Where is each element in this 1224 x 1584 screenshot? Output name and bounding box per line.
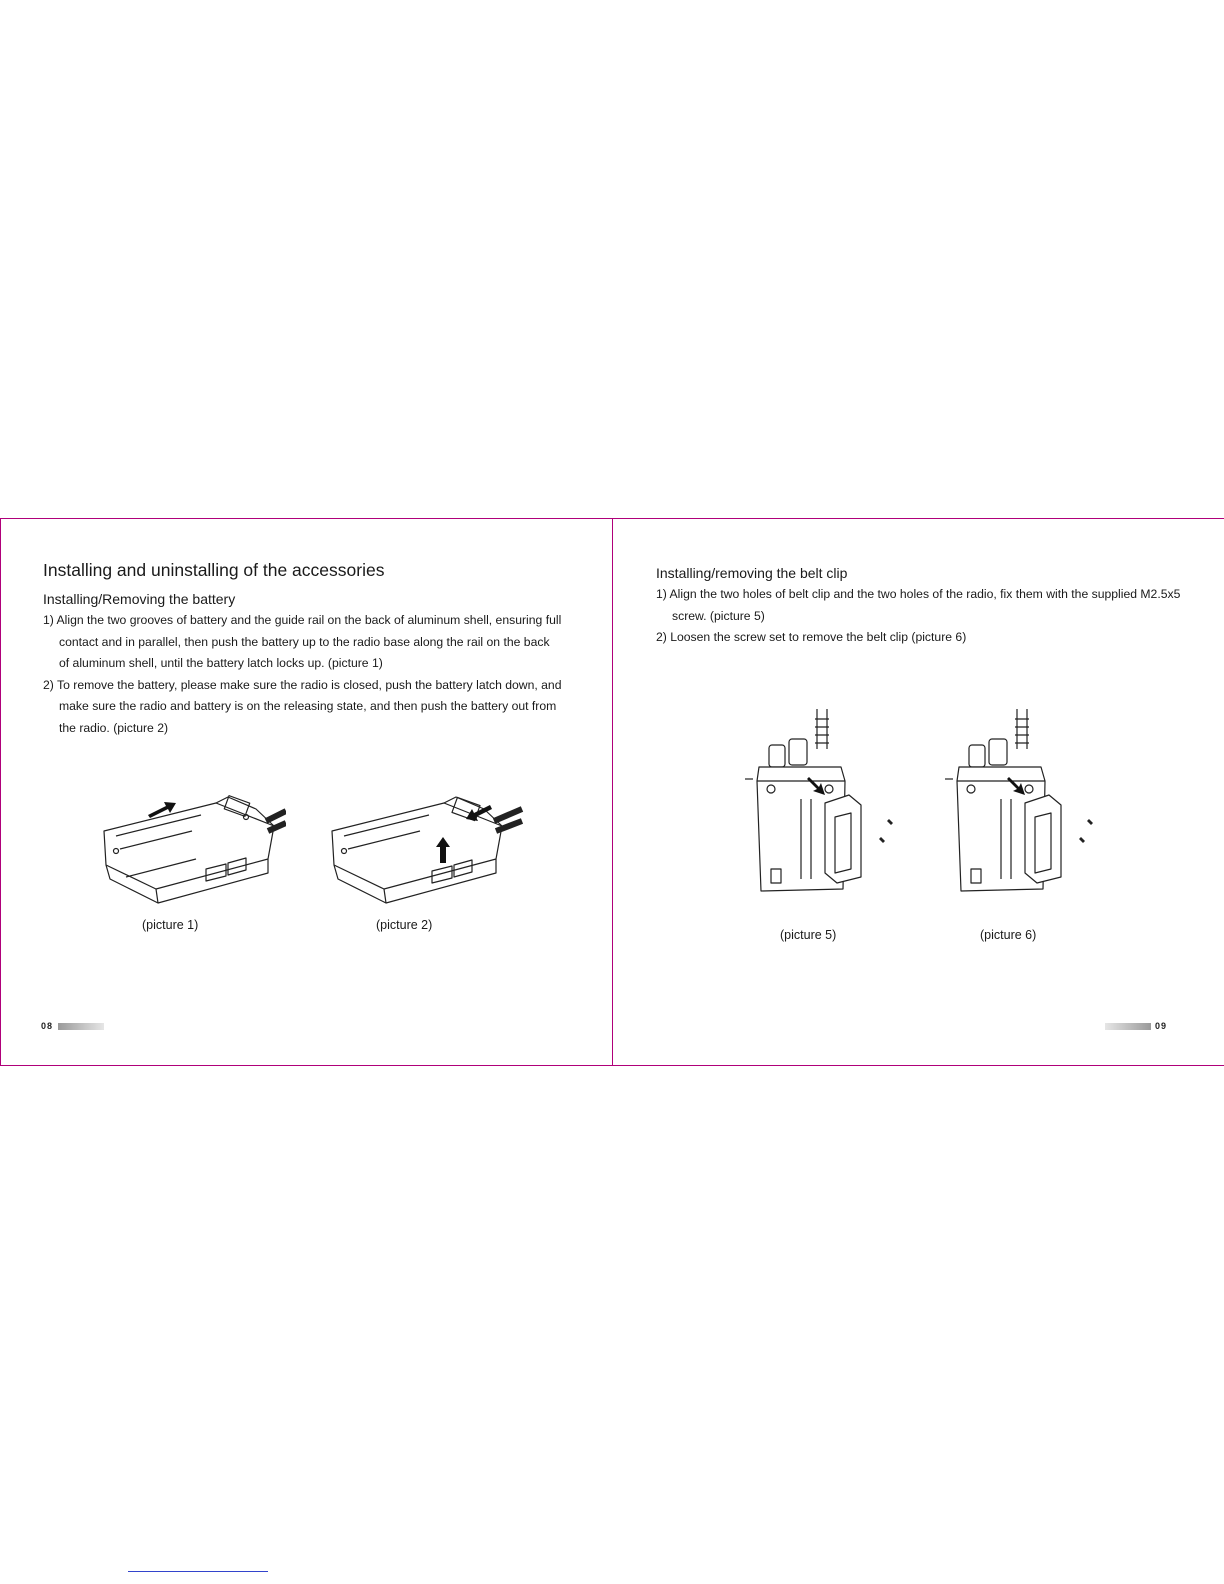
belt-clip-step-1: 1) Align the two holes of belt clip and the two holes of the radio, fix them with the supplied M2.5x5 screw. (picture 5) (656, 587, 1181, 623)
caption-picture-2: (picture 2) (376, 918, 433, 932)
radio-belt-clip-install-illustration (741, 709, 921, 899)
battery-steps (43, 610, 563, 739)
bottom-underline (128, 1571, 268, 1572)
battery-step-2: 2) To remove the battery, please make sure the radio is closed, push the battery latch down, and make sure the radio and battery is on the releasing state, and then push the battery out from the radio. (picture 2) (43, 677, 562, 735)
caption-picture-6: (picture 6) (980, 928, 1037, 942)
manual-spread (0, 518, 1224, 1066)
page-number-left: 08 (41, 1021, 54, 1031)
radio-battery-install-illustration (96, 781, 286, 911)
screw-icon (879, 819, 893, 843)
section-title: Installing and uninstalling of the accessories (43, 560, 385, 580)
screw-icon (1079, 819, 1093, 843)
caption-picture-5: (picture 5) (780, 928, 837, 942)
page-bar-left (58, 1023, 104, 1030)
belt-clip-step-2: 2) Loosen the screw set to remove the belt clip (picture 6) (656, 630, 967, 644)
radio-belt-clip-remove-illustration (941, 709, 1121, 899)
belt-clip-subtitle: Installing/removing the belt clip (656, 565, 848, 581)
caption-picture-1: (picture 1) (142, 918, 199, 932)
battery-subtitle: Installing/Removing the battery (43, 591, 236, 607)
left-page (0, 519, 612, 1065)
radio-battery-remove-illustration (326, 781, 526, 911)
page-number-right: 09 (1155, 1021, 1168, 1031)
right-page (613, 519, 1224, 1065)
battery-step-1: 1) Align the two grooves of battery and the guide rail on the back of aluminum shell, ensuring full contact and in parallel, then push the battery up to the radio base along the rail on the back of aluminum shell, until the battery latch locks up. (picture 1) (43, 613, 562, 670)
belt-clip-steps (656, 584, 1196, 649)
page-bar-right (1105, 1023, 1151, 1030)
